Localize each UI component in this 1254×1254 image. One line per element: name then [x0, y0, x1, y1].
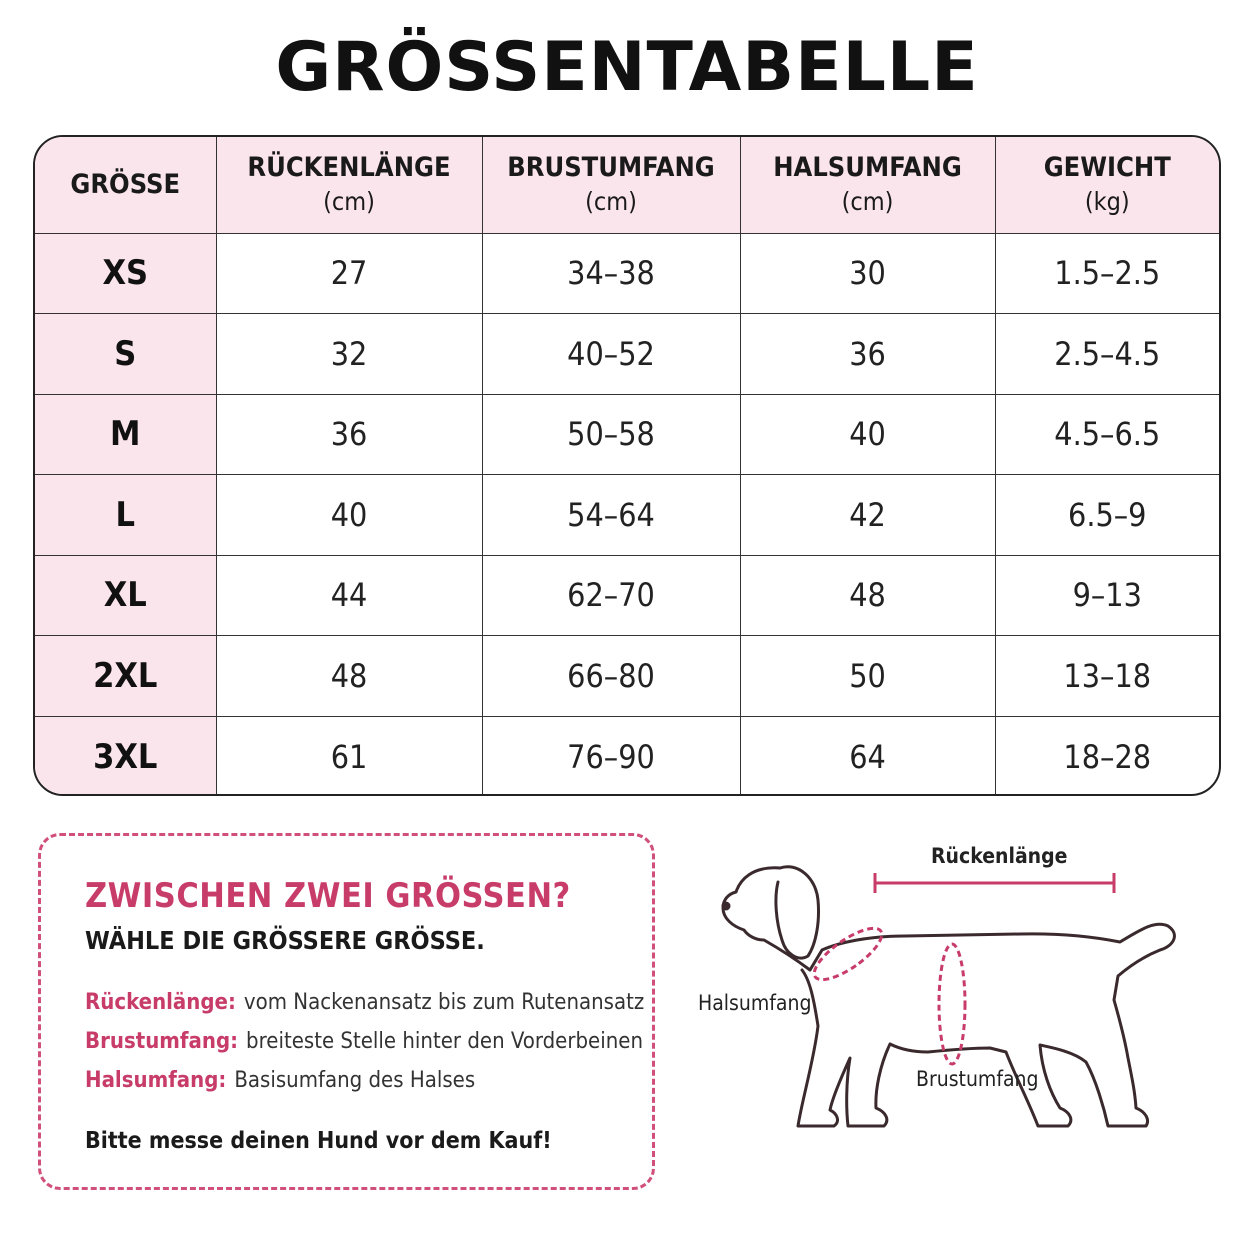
table-cell: 50–58 [482, 394, 740, 475]
table-cell: 42 [740, 475, 995, 556]
table-row [35, 233, 1219, 314]
header-weight: GEWICHT (kg) [995, 137, 1219, 233]
definition-term: Rückenlänge: [85, 990, 236, 1015]
table-cell: 18–28 [995, 716, 1219, 796]
measure-note: Bitte messe deinen Hund vor dem Kauf! [85, 1128, 552, 1154]
header-chest: BRUSTUMFANG (cm) [482, 137, 740, 233]
size-cell: L [35, 475, 216, 556]
table-cell: 40 [216, 475, 482, 556]
size-cell: XS [35, 233, 216, 314]
size-cell: M [35, 394, 216, 475]
table-cell: 30 [740, 233, 995, 314]
size-cell: 2XL [35, 636, 216, 717]
table-row [35, 555, 1219, 636]
chest-measure-ring [939, 944, 965, 1064]
table-cell: 36 [740, 314, 995, 395]
size-table [33, 135, 1221, 796]
sizing-tip-box [38, 833, 655, 1190]
definition-term: Halsumfang: [85, 1068, 227, 1093]
dog-ear-outline [776, 867, 819, 958]
table-cell: 48 [216, 636, 482, 717]
back-length-label: Rückenlänge [931, 844, 1068, 868]
definition-text: Basisumfang des Halses [234, 1068, 476, 1093]
table-cell: 4.5–6.5 [995, 394, 1219, 475]
table-cell: 50 [740, 636, 995, 717]
table-header-row [35, 137, 1219, 233]
neck-label: Halsumfang [698, 991, 812, 1015]
unit-label: (cm) [585, 186, 637, 216]
header-back-length: RÜCKENLÄNGE (cm) [216, 137, 482, 233]
definition-neck [85, 1068, 475, 1093]
table-cell: 76–90 [482, 716, 740, 796]
table-cell: 13–18 [995, 636, 1219, 717]
size-cell: S [35, 314, 216, 395]
dog-measurement-diagram [690, 830, 1220, 1210]
table-cell: 66–80 [482, 636, 740, 717]
table-row [35, 475, 1219, 556]
page-title: GRÖSSENTABELLE [275, 28, 979, 107]
table-row [35, 394, 1219, 475]
table-row [35, 314, 1219, 395]
table-cell: 34–38 [482, 233, 740, 314]
header-neck: HALSUMFANG (cm) [740, 137, 995, 233]
table-cell: 54–64 [482, 475, 740, 556]
table-cell: 36 [216, 394, 482, 475]
table-cell: 44 [216, 555, 482, 636]
table-row [35, 636, 1219, 717]
unit-label: (kg) [1084, 186, 1130, 216]
header-size: GRÖSSE [35, 137, 216, 233]
size-cell: 3XL [35, 716, 216, 796]
table-cell: 64 [740, 716, 995, 796]
tip-heading: ZWISCHEN ZWEI GRÖSSEN? [85, 876, 571, 916]
definition-back-length [85, 990, 644, 1015]
table-cell: 61 [216, 716, 482, 796]
definition-text: breiteste Stelle hinter den Vorderbeinen [246, 1029, 644, 1054]
table-cell: 9–13 [995, 555, 1219, 636]
size-cell: XL [35, 555, 216, 636]
definition-text: vom Nackenansatz bis zum Rutenansatz [243, 990, 645, 1015]
dog-outline-illustration [690, 830, 1220, 1210]
tip-subheading: WÄHLE DIE GRÖSSERE GRÖSSE. [85, 926, 485, 955]
dog-nose [723, 903, 729, 909]
definition-term: Brustumfang: [85, 1029, 239, 1054]
table-cell: 62–70 [482, 555, 740, 636]
definition-chest [85, 1029, 643, 1054]
table-cell: 40–52 [482, 314, 740, 395]
table-cell: 27 [216, 233, 482, 314]
unit-label: (cm) [323, 186, 375, 216]
chest-label: Brustumfang [916, 1067, 1039, 1091]
table-cell: 1.5–2.5 [995, 233, 1219, 314]
back-length-measure [875, 873, 1114, 893]
table-cell: 32 [216, 314, 482, 395]
table-cell: 48 [740, 555, 995, 636]
table-cell: 6.5–9 [995, 475, 1219, 556]
table-cell: 40 [740, 394, 995, 475]
table-cell: 2.5–4.5 [995, 314, 1219, 395]
table-row [35, 716, 1219, 796]
unit-label: (cm) [841, 186, 894, 216]
